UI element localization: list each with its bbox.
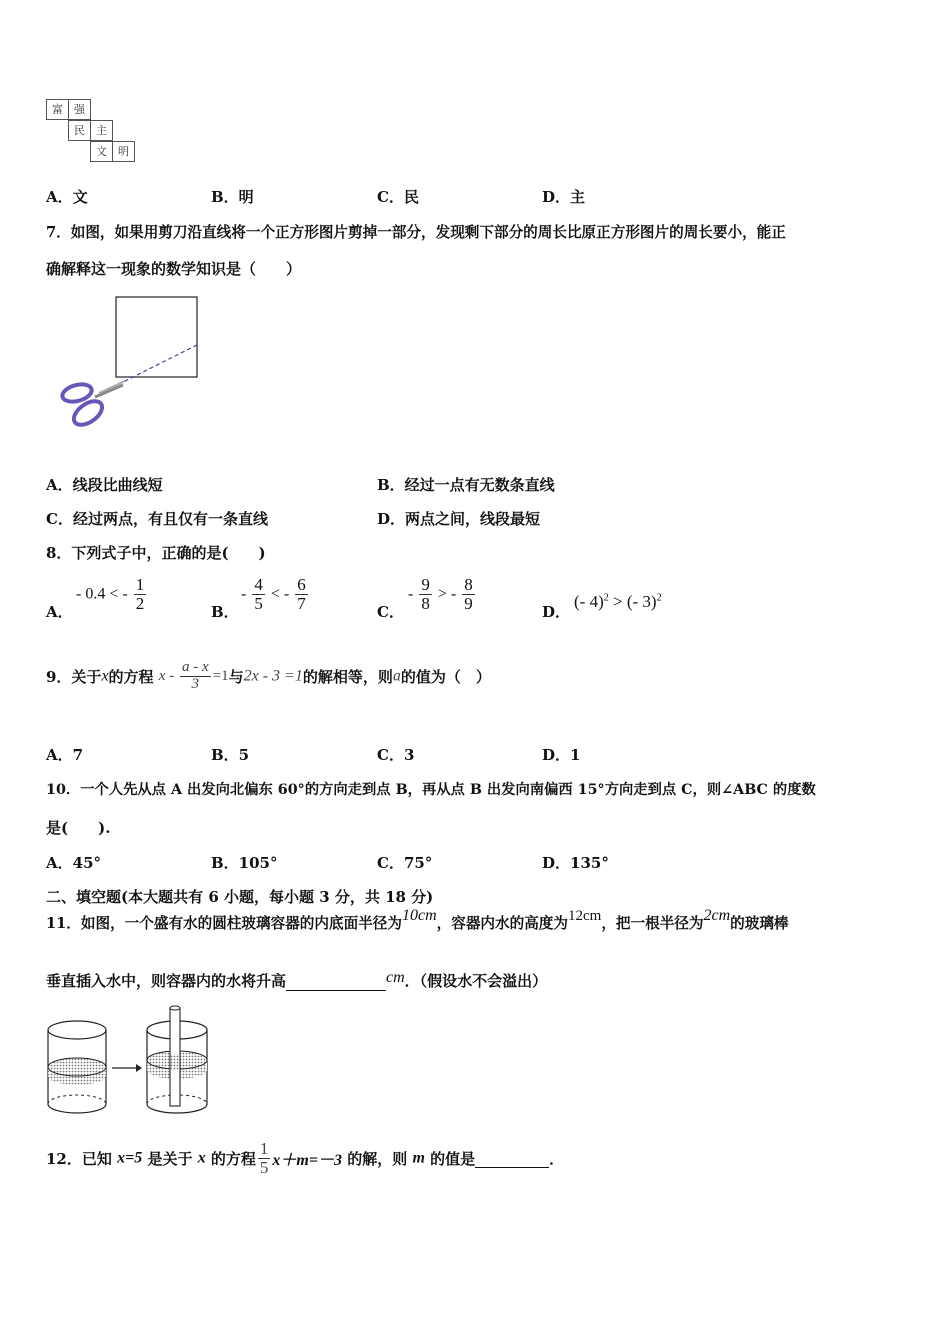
q9-suffix: 的值为（ ）	[400, 667, 491, 686]
q12-frac-den: 5	[259, 1157, 269, 1177]
q9-option-d: D．1	[542, 746, 581, 764]
q8-d-exp1: 2	[603, 592, 609, 604]
q9-eq-num: a - x	[181, 659, 209, 675]
q9-var-a: a	[392, 667, 401, 685]
cube-net-diagram	[46, 99, 136, 163]
q7-stem-line1: 7．如图，如果用剪刀沿直线将一个正方形图片剪掉一部分，发现剩下部分的周长比原正方形图片的周长要小，能正	[46, 224, 786, 241]
q11-stem-line2	[46, 970, 547, 991]
q10-option-b: B．105°	[211, 854, 278, 872]
q9-eq-left: x -	[158, 667, 178, 684]
q8-expr-d	[574, 592, 662, 612]
q8-label-b: B．	[211, 603, 239, 621]
q7-option-a: A．线段比曲线短	[46, 476, 163, 494]
q8-a-left: - 0.4 < -	[76, 585, 132, 603]
q8-c-mid: > -	[433, 585, 461, 603]
q12-m: m	[412, 1149, 425, 1167]
q6-option-b: B．明	[211, 188, 254, 206]
q9-mid1: 的方程	[108, 667, 154, 686]
q12-x: x	[197, 1149, 206, 1167]
q11-answer-blank[interactable]	[286, 972, 386, 991]
q12-x-eq: x=5	[117, 1149, 143, 1167]
q12-p1: 12．已知	[46, 1149, 118, 1168]
q8-b-mid: < -	[266, 585, 294, 603]
q9-eq2: 2x - 3 =1	[243, 667, 303, 685]
q11-rod-radius: 2cm	[703, 907, 731, 924]
q7-option-d: D．两点之间，线段最短	[377, 510, 541, 528]
q12-p2: 是关于	[142, 1149, 198, 1168]
q8-b-den2: 7	[297, 593, 306, 613]
section-heading-fill-in: 二、填空题(本大题共有 6 小题，每小题 3 分，共 18 分)	[46, 888, 434, 906]
q9-var-x: x	[101, 667, 109, 685]
q11-p3: ，把一根半径为	[601, 915, 704, 932]
q8-expr-b	[241, 576, 310, 613]
q11-p4: 的玻璃棒	[730, 915, 789, 932]
q8-label-c: C．	[377, 603, 404, 621]
q9-stem	[46, 660, 491, 693]
q8-a-num: 1	[135, 575, 145, 594]
q11-p1: 11．如图，一个盛有水的圆柱玻璃容器的内底面半径为	[46, 915, 402, 932]
q9-option-a: A．7	[46, 746, 84, 764]
q7-option-c: C．经过两点，有且仅有一条直线	[46, 510, 268, 528]
q11-stem-line1	[46, 907, 789, 933]
net-cell: 明	[112, 141, 135, 162]
q9-eq-right: =1	[212, 667, 229, 684]
q8-d-op: >	[608, 592, 627, 611]
q8-expr-c	[408, 576, 477, 613]
q8-d-base2: (- 3)	[626, 592, 657, 611]
q8-b-den1: 5	[254, 593, 263, 613]
net-cell: 富	[46, 99, 69, 120]
q10-option-c: C．75°	[377, 854, 433, 872]
q6-option-a: A．文	[46, 188, 88, 206]
q8-b-num1: 4	[254, 575, 263, 594]
q8-c-den1: 8	[421, 593, 430, 613]
q12-p5: 的值是	[424, 1149, 476, 1168]
q6-option-c: C．民	[377, 188, 419, 206]
q8-c-num2: 8	[464, 575, 473, 594]
q12-frac-num: 1	[259, 1139, 269, 1158]
q10-option-a: A．45°	[46, 854, 102, 872]
q9-mid3: 的解相等，则	[302, 667, 393, 686]
q11-p2: ，容器内水的高度为	[436, 915, 568, 932]
q9-option-c: C．3	[377, 746, 415, 764]
q8-d-base1: (- 4)	[574, 592, 604, 611]
q8-label-d: D．	[542, 603, 571, 621]
q8-c-num1: 9	[421, 575, 430, 594]
q10-option-d: D．135°	[542, 854, 609, 872]
scissors-square-figure	[55, 293, 205, 433]
q10-stem-line1: 10．一个人先从点 A 出发向北偏东 60°的方向走到点 B，再从点 B 出发向南偏西 15°方向走到点 C，则∠ABC 的度数	[46, 782, 816, 798]
q9-mid2: 与	[228, 667, 244, 686]
q8-stem: 8．下列式子中，正确的是( )	[46, 544, 266, 562]
q8-a-den: 2	[135, 593, 145, 613]
cylinder-figure	[44, 1004, 219, 1122]
q8-b-num2: 6	[297, 575, 306, 594]
q11-height: 12cm	[567, 908, 602, 924]
q9-option-b: B．5	[211, 746, 250, 764]
q12-stem	[46, 1140, 564, 1177]
q7-stem-line2: 确解释这一现象的数学知识是（ ）	[46, 260, 302, 278]
q8-c-sign: -	[408, 585, 418, 603]
q11-line2-post: ．（假设水不会溢出）	[404, 972, 548, 990]
q8-expr-a	[76, 576, 148, 613]
q7-option-b: B．经过一点有无数条直线	[377, 476, 555, 494]
q12-equation: x＋m=－3	[272, 1151, 342, 1169]
q8-d-exp2: 2	[656, 592, 662, 604]
net-cell: 强	[68, 99, 91, 120]
q12-p4: 的解，则	[342, 1149, 413, 1168]
q12-end: ．	[549, 1149, 565, 1168]
q11-unit: cm	[386, 969, 405, 986]
net-cell: 文	[90, 141, 113, 162]
q9-eq-den: 3	[191, 675, 200, 692]
q11-radius: 10cm	[401, 907, 437, 924]
q9-prefix: 9．关于	[46, 667, 102, 686]
scissors-icon	[60, 381, 125, 430]
net-cell: 民	[68, 120, 91, 141]
q8-b-sign: -	[241, 585, 251, 603]
q11-line2-pre: 垂直插入水中，则容器内的水将升高	[46, 972, 287, 990]
q8-c-den2: 9	[464, 593, 473, 613]
q8-label-a: A．	[46, 603, 73, 621]
net-cell: 主	[90, 120, 113, 141]
q6-option-d: D．主	[542, 188, 586, 206]
q12-p3: 的方程	[205, 1149, 256, 1168]
q10-stem-line2: 是( ).	[46, 819, 111, 837]
q12-answer-blank[interactable]	[475, 1149, 549, 1168]
